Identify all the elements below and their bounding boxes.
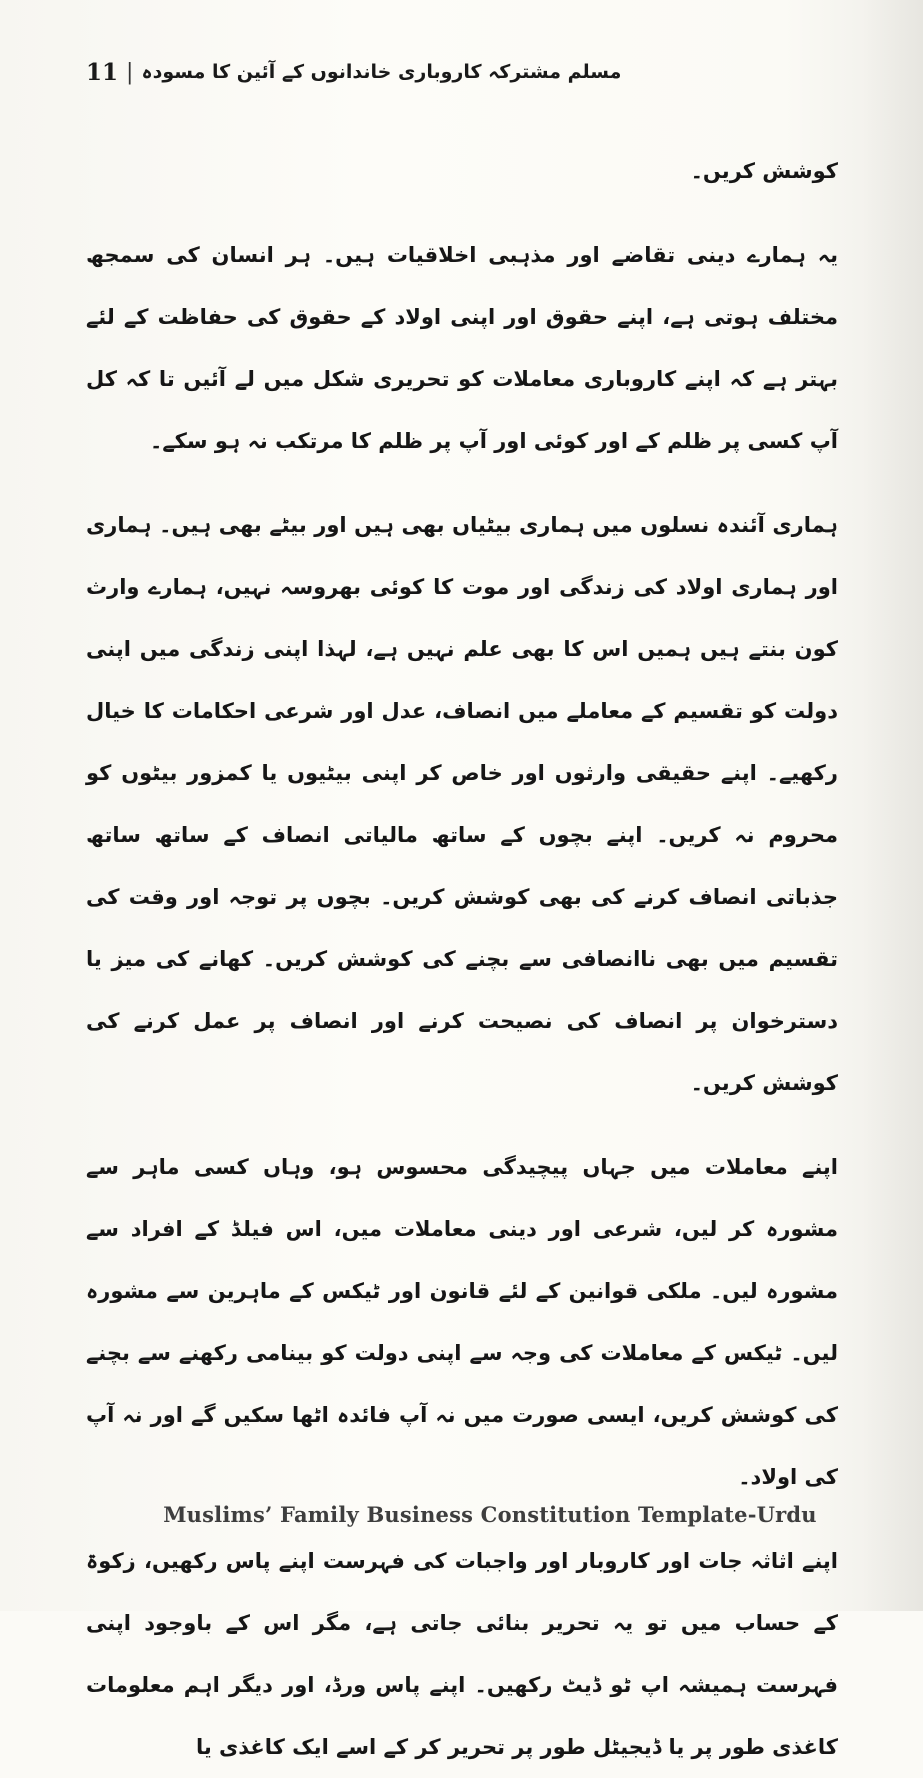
paragraph-continuation: کوشش کریں۔ (690, 159, 838, 183)
paragraph-asset-list: اپنے اثاثہ جات اور کاروبار اور واجبات کی فہرست اپنے پاس رکھیں، زکوۃ کے حساب میں تو یہ تحریر بنائی جاتی ہے، مگر اس کے باوجود اپنی فہرست ہمیشہ اپ ٹو ڈیٹ رکھیں۔ اپنے پاس ورڈ، اور دیگر اہم معلومات کاغذی طور پر یا ڈیجیٹل طور پر تحریر کر کے اسے ایک کاغذی یا (86, 1549, 838, 1759)
running-header (86, 52, 622, 92)
header-separator: | (126, 59, 134, 85)
header-title: مسلم مشترکہ کاروباری خاندانوں کے آئین کا مسودہ (141, 61, 622, 83)
paragraph-future-generations: ہماری آئندہ نسلوں میں ہماری بیٹیاں بھی ہیں اور بیٹے بھی ہیں۔ ہماری اور ہماری اولاد کی زندگی اور موت کا کوئی بھروسہ نہیں، ہمارے وارث کون بنتے ہیں ہمیں اس کا بھی علم نہیں ہے، لہذا اپنی زندگی میں اپنی دولت کو تقسیم کے معاملے میں انصاف، عدل اور شرعی احکامات کا خیال رکھیے۔ اپنے حقیقی وارثوں اور خاص کر اپنی بیٹیوں یا کمزور بیٹوں کو محروم نہ کریں۔ اپنے بچوں کے ساتھ مالیاتی انصاف کے ساتھ ساتھ جذباتی انصاف کرنے کی بھی کوشش کریں۔ بچوں پر توجہ اور وقت کی تقسیم میں بھی ناانصافی سے بچنے کی کوشش کریں۔ کھانے کی میز یا دسترخوان پر انصاف کی نصیحت کرنے اور انصاف پر عمل کرنے کی کوشش کریں۔ (86, 513, 838, 1095)
paragraph-religious-obligations: یہ ہمارے دینی تقاضے اور مذہبی اخلاقیات ہیں۔ ہر انسان کی سمجھ مختلف ہوتی ہے، اپنے حقوق اور اپنی اولاد کے حقوق کی حفاظت کے لئے بہتر ہے کہ اپنے کاروباری معاملات کو تحریری شکل میں لے آئیں تا کہ کل آپ کسی پر ظلم کے اور کوئی اور آپ پر ظلم کا مرتکب نہ ہو سکے۔ (86, 243, 838, 453)
page-number: 11 (86, 58, 119, 86)
paragraph-expert-advice: اپنے معاملات میں جہاں پیچیدگی محسوس ہو، وہاں کسی ماہر سے مشورہ کر لیں، شرعی اور دینی معاملات میں، اس فیلڈ کے افراد سے مشورہ لیں۔ ملکی قوانین کے لئے قانون اور ٹیکس کے ماہرین سے مشورہ لیں۔ ٹیکس کے معاملات کی وجہ سے اپنی دولت کو بینامی رکھنے سے بچنے کی کوشش کریں، ایسی صورت میں نہ آپ فائدہ اٹھا سکیں گے اور نہ آپ کی اولاد۔ (86, 1155, 838, 1489)
footer-title: Muslims’ Family Business Constitution Template-Urdu (163, 1502, 817, 1527)
page-edge-shading (863, 0, 923, 1611)
body-text (86, 140, 838, 1778)
